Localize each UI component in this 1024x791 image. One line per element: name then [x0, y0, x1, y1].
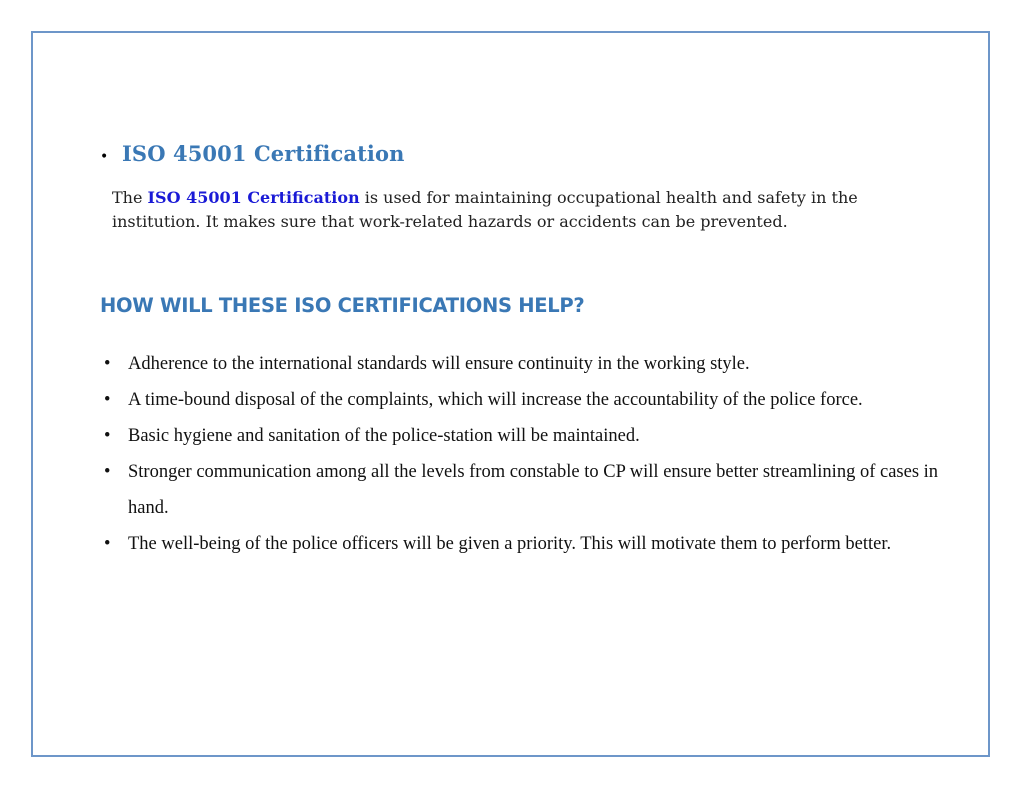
iso-45001-link[interactable]: ISO 45001 Certification: [147, 188, 360, 207]
list-item-text: Adherence to the international standards will ensure continuity in the working style.: [128, 354, 750, 374]
list-item: [100, 454, 940, 526]
list-item-text: A time-bound disposal of the complaints, which will increase the accountability of the police force.: [128, 390, 863, 410]
list-item: [100, 526, 940, 562]
bullet-icon: •: [100, 149, 109, 165]
benefits-list: [100, 346, 940, 562]
intro-suffix: is used for maintaining occupational health and safety in the institution. It makes sure that work-related hazards or accidents can be prevented.: [112, 188, 858, 231]
bullet-icon: •: [104, 534, 111, 554]
iso-heading-row: [100, 141, 960, 166]
bullet-icon: •: [104, 390, 111, 410]
list-item: [100, 418, 940, 454]
iso-45001-heading: ISO 45001 Certification: [122, 141, 405, 166]
iso-45001-description: [112, 186, 922, 234]
bullet-icon: •: [104, 354, 111, 374]
bullet-icon: •: [104, 462, 111, 482]
iso-45001-section: [100, 141, 960, 234]
list-item-text: Basic hygiene and sanitation of the police-station will be maintained.: [128, 426, 640, 446]
intro-prefix: The: [112, 188, 148, 207]
bullet-icon: •: [104, 426, 111, 446]
help-heading: HOW WILL THESE ISO CERTIFICATIONS HELP?: [100, 294, 585, 317]
list-item-text: The well-being of the police officers will be given a priority. This will motivate them to perform better.: [128, 534, 892, 554]
list-item: [100, 346, 940, 382]
list-item: [100, 382, 940, 418]
list-item-text: Stronger communication among all the levels from constable to CP will ensure better streamlining of cases in hand.: [128, 462, 939, 518]
